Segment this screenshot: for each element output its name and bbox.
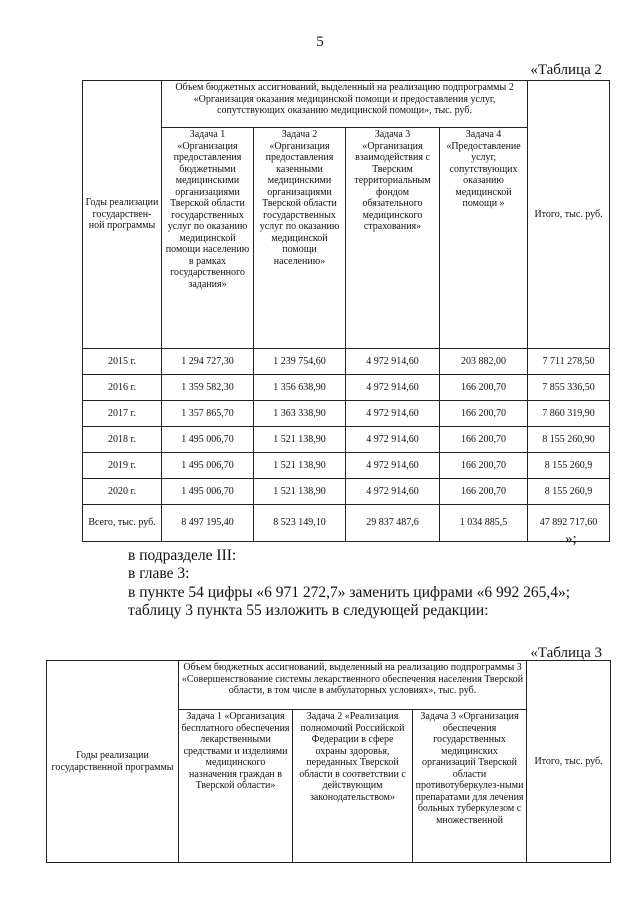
row-task1: 1 495 006,70 bbox=[162, 453, 254, 479]
page-number: 5 bbox=[316, 34, 324, 50]
row-task1: 1 495 006,70 bbox=[162, 427, 254, 453]
table-2 bbox=[82, 80, 610, 542]
table2-closing: »; bbox=[565, 531, 577, 547]
row-task2: 1 239 754,60 bbox=[254, 349, 346, 375]
task1-header: Задача 1 «Организация предоставления бюджетными медицинскими организациями Тверской области государственных услуг по оказанию медицинской помощи населению в рамках государственного задания» bbox=[162, 128, 254, 349]
row-task3: 4 972 914,60 bbox=[346, 427, 440, 453]
paragraph: в главе 3: bbox=[128, 565, 190, 582]
total-header: Итого, тыс. руб. bbox=[527, 661, 611, 863]
row-total: 8 155 260,9 bbox=[528, 479, 610, 505]
row-task2: 1 356 638,90 bbox=[254, 375, 346, 401]
row-task4: 166 200,70 bbox=[440, 375, 528, 401]
row-task2: 8 523 149,10 bbox=[254, 505, 346, 542]
table2-caption: «Таблица 2 bbox=[530, 62, 602, 78]
row-task4: 166 200,70 bbox=[440, 479, 528, 505]
table-row bbox=[83, 479, 610, 505]
row-task3: 29 837 487,6 bbox=[346, 505, 440, 542]
row-task4: 166 200,70 bbox=[440, 453, 528, 479]
row-task1: 1 294 727,30 bbox=[162, 349, 254, 375]
total-header: Итого, тыс. руб. bbox=[528, 81, 610, 349]
row-total: 7 711 278,50 bbox=[528, 349, 610, 375]
row-task1: 8 497 195,40 bbox=[162, 505, 254, 542]
main-header: Объем бюджетных ассигнований, выделенный на реализацию подпрограммы 2 «Организация оказания медицинской помощи и предоставления услуг, сопутствующих оказанию медицинской помощи», тыс. руб. bbox=[162, 81, 528, 128]
row-task3: 4 972 914,60 bbox=[346, 453, 440, 479]
row-total: 7 860 319,90 bbox=[528, 401, 610, 427]
row-task4: 166 200,70 bbox=[440, 427, 528, 453]
row-year: 2018 г. bbox=[83, 427, 162, 453]
row-task4: 203 882,00 bbox=[440, 349, 528, 375]
row-task1: 1 495 006,70 bbox=[162, 479, 254, 505]
row-task2: 1 521 138,90 bbox=[254, 427, 346, 453]
row-task4: 1 034 885,5 bbox=[440, 505, 528, 542]
paragraph: таблицу 3 пункта 55 изложить в следующей редакции: bbox=[128, 602, 489, 619]
row-task1: 1 357 865,70 bbox=[162, 401, 254, 427]
table-row bbox=[83, 453, 610, 479]
row-total: 7 855 336,50 bbox=[528, 375, 610, 401]
table-row bbox=[83, 349, 610, 375]
years-header: Годы реализации государственной программы bbox=[47, 661, 179, 863]
paragraph: в подразделе III: bbox=[128, 547, 237, 564]
table3-caption: «Таблица 3 bbox=[530, 645, 602, 661]
task2-header: Задача 2 «Реализация полномочий Российской Федерации в сфере охраны здоровья, переданных Тверской области в соответствии с действующим законодательством» bbox=[293, 710, 413, 863]
row-year: 2020 г. bbox=[83, 479, 162, 505]
main-header: Объем бюджетных ассигнований, выделенный на реализацию подпрограммы 3 «Совершенствование системы лекарственного обеспечения населения Тверской области, в том числе в амбулаторных условиях», тыс. руб. bbox=[179, 661, 527, 710]
row-year: 2017 г. bbox=[83, 401, 162, 427]
task3-header: Задача 3 «Организация взаимодействия с Тверским территориальным фондом обязательного медицинского страхования» bbox=[346, 128, 440, 349]
row-total: 8 155 260,90 bbox=[528, 427, 610, 453]
row-year: 2015 г. bbox=[83, 349, 162, 375]
row-year: 2016 г. bbox=[83, 375, 162, 401]
row-total: 8 155 260,9 bbox=[528, 453, 610, 479]
table-row bbox=[83, 427, 610, 453]
table-row bbox=[83, 375, 610, 401]
table-3 bbox=[46, 660, 611, 863]
row-task2: 1 521 138,90 bbox=[254, 453, 346, 479]
task3-header: Задача 3 «Организация обеспечения государственных медицинских организаций Тверской области противотуберкулез-ными препаратами для лечения больных туберкулезом с множественной bbox=[413, 710, 527, 863]
years-header: Годы реализации государствен-ной программы bbox=[83, 81, 162, 349]
row-task2: 1 521 138,90 bbox=[254, 479, 346, 505]
row-total: 47 892 717,60 bbox=[528, 505, 610, 542]
row-task3: 4 972 914,60 bbox=[346, 349, 440, 375]
task1-header: Задача 1 «Организация бесплатного обеспечения лекарственными средствами и изделиями медицинского назначения граждан в Тверской области» bbox=[179, 710, 293, 863]
row-task4: 166 200,70 bbox=[440, 401, 528, 427]
row-year: 2019 г. bbox=[83, 453, 162, 479]
row-task3: 4 972 914,60 bbox=[346, 375, 440, 401]
task4-header: Задача 4 «Предоставление услуг, сопутствующих оказанию медицинской помощи » bbox=[440, 128, 528, 349]
row-task3: 4 972 914,60 bbox=[346, 401, 440, 427]
table-row bbox=[83, 401, 610, 427]
row-year: Всего, тыс. руб. bbox=[83, 505, 162, 542]
row-task1: 1 359 582,30 bbox=[162, 375, 254, 401]
paragraph: в пункте 54 цифры «6 971 272,7» заменить цифрами «6 992 265,4»; bbox=[128, 584, 571, 601]
row-task3: 4 972 914,60 bbox=[346, 479, 440, 505]
table-row-total bbox=[83, 505, 610, 542]
task2-header: Задача 2 «Организация предоставления казенными медицинскими организациями Тверской области государственных услуг по оказанию медицинской помощи населению» bbox=[254, 128, 346, 349]
row-task2: 1 363 338,90 bbox=[254, 401, 346, 427]
